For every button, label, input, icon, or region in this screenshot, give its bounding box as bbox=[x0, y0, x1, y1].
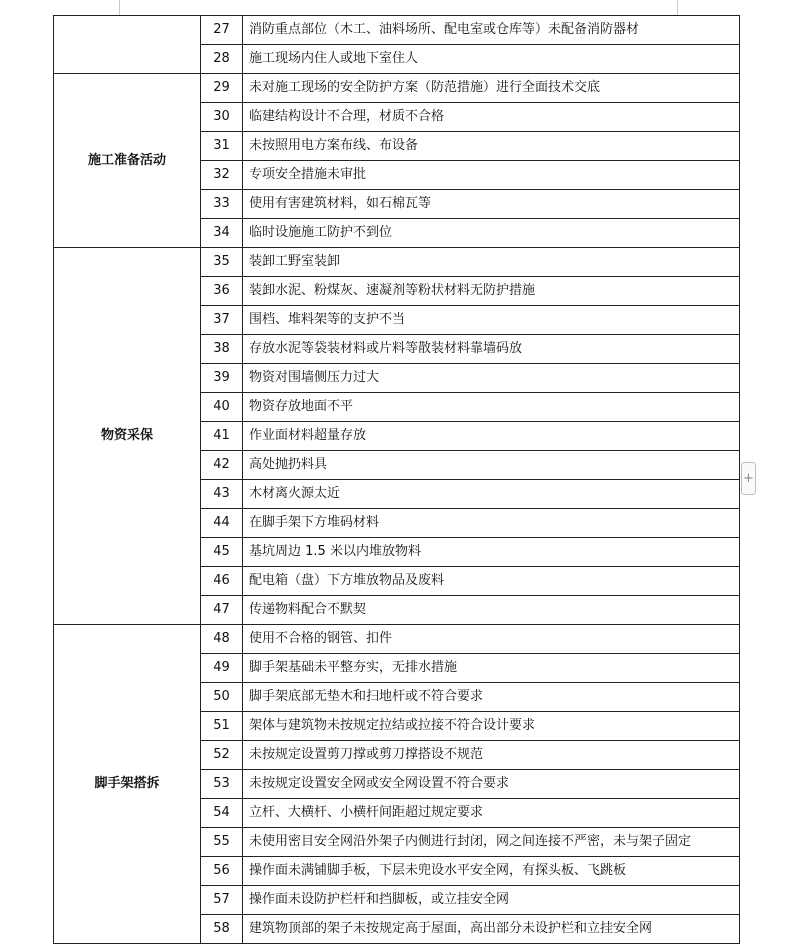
hazard-description-cell: 未按照用电方案布线、布设备 bbox=[243, 132, 740, 161]
hazard-description-cell: 临建结构设计不合理，材质不合格 bbox=[243, 103, 740, 132]
hazard-table-body bbox=[54, 16, 740, 944]
page-margin-mark-right bbox=[677, 0, 678, 15]
category-cell: 脚手架搭拆 bbox=[54, 625, 201, 944]
row-number-cell: 51 bbox=[201, 712, 243, 741]
row-number-cell: 47 bbox=[201, 596, 243, 625]
hazard-description-cell: 装卸工野室装卸 bbox=[243, 248, 740, 277]
hazard-description-cell: 操作面未满铺脚手板，下层未兜设水平安全网，有探头板、飞跳板 bbox=[243, 857, 740, 886]
row-number-cell: 38 bbox=[201, 335, 243, 364]
page-margin-mark-left bbox=[119, 0, 120, 15]
hazard-description-cell: 传递物料配合不默契 bbox=[243, 596, 740, 625]
row-number-cell: 53 bbox=[201, 770, 243, 799]
row-number-cell: 34 bbox=[201, 219, 243, 248]
row-number-cell: 27 bbox=[201, 16, 243, 45]
category-cell bbox=[54, 16, 201, 74]
table-row bbox=[54, 16, 740, 45]
category-cell: 施工准备活动 bbox=[54, 74, 201, 248]
row-number-cell: 39 bbox=[201, 364, 243, 393]
row-number-cell: 35 bbox=[201, 248, 243, 277]
table-row bbox=[54, 74, 740, 103]
row-number-cell: 29 bbox=[201, 74, 243, 103]
hazard-description-cell: 未使用密目安全网沿外架子内侧进行封闭，网之间连接不严密，未与架子固定 bbox=[243, 828, 740, 857]
hazard-description-cell: 围档、堆料架等的支护不当 bbox=[243, 306, 740, 335]
row-number-cell: 50 bbox=[201, 683, 243, 712]
expand-table-button[interactable] bbox=[741, 462, 756, 495]
hazard-description-cell: 未按规定设置安全网或安全网设置不符合要求 bbox=[243, 770, 740, 799]
row-number-cell: 56 bbox=[201, 857, 243, 886]
row-number-cell: 57 bbox=[201, 886, 243, 915]
row-number-cell: 45 bbox=[201, 538, 243, 567]
hazard-description-cell: 存放水泥等袋装材料或片料等散装材料靠墙码放 bbox=[243, 335, 740, 364]
row-number-cell: 46 bbox=[201, 567, 243, 596]
hazard-description-cell: 在脚手架下方堆码材料 bbox=[243, 509, 740, 538]
hazard-description-cell: 木材离火源太近 bbox=[243, 480, 740, 509]
hazard-description-cell: 基坑周边 1.5 米以内堆放物料 bbox=[243, 538, 740, 567]
hazard-table bbox=[53, 15, 740, 944]
row-number-cell: 43 bbox=[201, 480, 243, 509]
hazard-description-cell: 未按规定设置剪刀撑或剪刀撑搭设不规范 bbox=[243, 741, 740, 770]
hazard-description-cell: 施工现场内住人或地下室住人 bbox=[243, 45, 740, 74]
row-number-cell: 31 bbox=[201, 132, 243, 161]
hazard-description-cell: 作业面材料超量存放 bbox=[243, 422, 740, 451]
row-number-cell: 41 bbox=[201, 422, 243, 451]
row-number-cell: 48 bbox=[201, 625, 243, 654]
hazard-description-cell: 操作面未设防护栏杆和挡脚板，或立挂安全网 bbox=[243, 886, 740, 915]
row-number-cell: 44 bbox=[201, 509, 243, 538]
hazard-description-cell: 未对施工现场的安全防护方案（防范措施）进行全面技术交底 bbox=[243, 74, 740, 103]
hazard-description-cell: 高处抛扔料具 bbox=[243, 451, 740, 480]
hazard-description-cell: 建筑物顶部的架子未按规定高于屋面，高出部分未设护栏和立挂安全网 bbox=[243, 915, 740, 944]
plus-icon: + bbox=[743, 471, 754, 486]
row-number-cell: 52 bbox=[201, 741, 243, 770]
hazard-description-cell: 消防重点部位（木工、油料场所、配电室或仓库等）未配备消防器材 bbox=[243, 16, 740, 45]
hazard-description-cell: 物资存放地面不平 bbox=[243, 393, 740, 422]
hazard-description-cell: 临时设施施工防护不到位 bbox=[243, 219, 740, 248]
row-number-cell: 40 bbox=[201, 393, 243, 422]
row-number-cell: 55 bbox=[201, 828, 243, 857]
hazard-description-cell: 配电箱（盘）下方堆放物品及废料 bbox=[243, 567, 740, 596]
row-number-cell: 54 bbox=[201, 799, 243, 828]
row-number-cell: 36 bbox=[201, 277, 243, 306]
row-number-cell: 49 bbox=[201, 654, 243, 683]
row-number-cell: 28 bbox=[201, 45, 243, 74]
hazard-description-cell: 装卸水泥、粉煤灰、速凝剂等粉状材料无防护措施 bbox=[243, 277, 740, 306]
row-number-cell: 58 bbox=[201, 915, 243, 944]
table-row bbox=[54, 248, 740, 277]
hazard-description-cell: 脚手架基础未平整夯实，无排水措施 bbox=[243, 654, 740, 683]
hazard-description-cell: 立杆、大横杆、小横杆间距超过规定要求 bbox=[243, 799, 740, 828]
row-number-cell: 32 bbox=[201, 161, 243, 190]
category-cell: 物资采保 bbox=[54, 248, 201, 625]
table-row bbox=[54, 625, 740, 654]
row-number-cell: 37 bbox=[201, 306, 243, 335]
hazard-description-cell: 使用不合格的钢管、扣件 bbox=[243, 625, 740, 654]
hazard-description-cell: 脚手架底部无垫木和扫地杆或不符合要求 bbox=[243, 683, 740, 712]
hazard-description-cell: 使用有害建筑材料，如石棉瓦等 bbox=[243, 190, 740, 219]
hazard-description-cell: 专项安全措施未审批 bbox=[243, 161, 740, 190]
row-number-cell: 30 bbox=[201, 103, 243, 132]
hazard-description-cell: 物资对围墙侧压力过大 bbox=[243, 364, 740, 393]
hazard-description-cell: 架体与建筑物未按规定拉结或拉接不符合设计要求 bbox=[243, 712, 740, 741]
row-number-cell: 42 bbox=[201, 451, 243, 480]
row-number-cell: 33 bbox=[201, 190, 243, 219]
